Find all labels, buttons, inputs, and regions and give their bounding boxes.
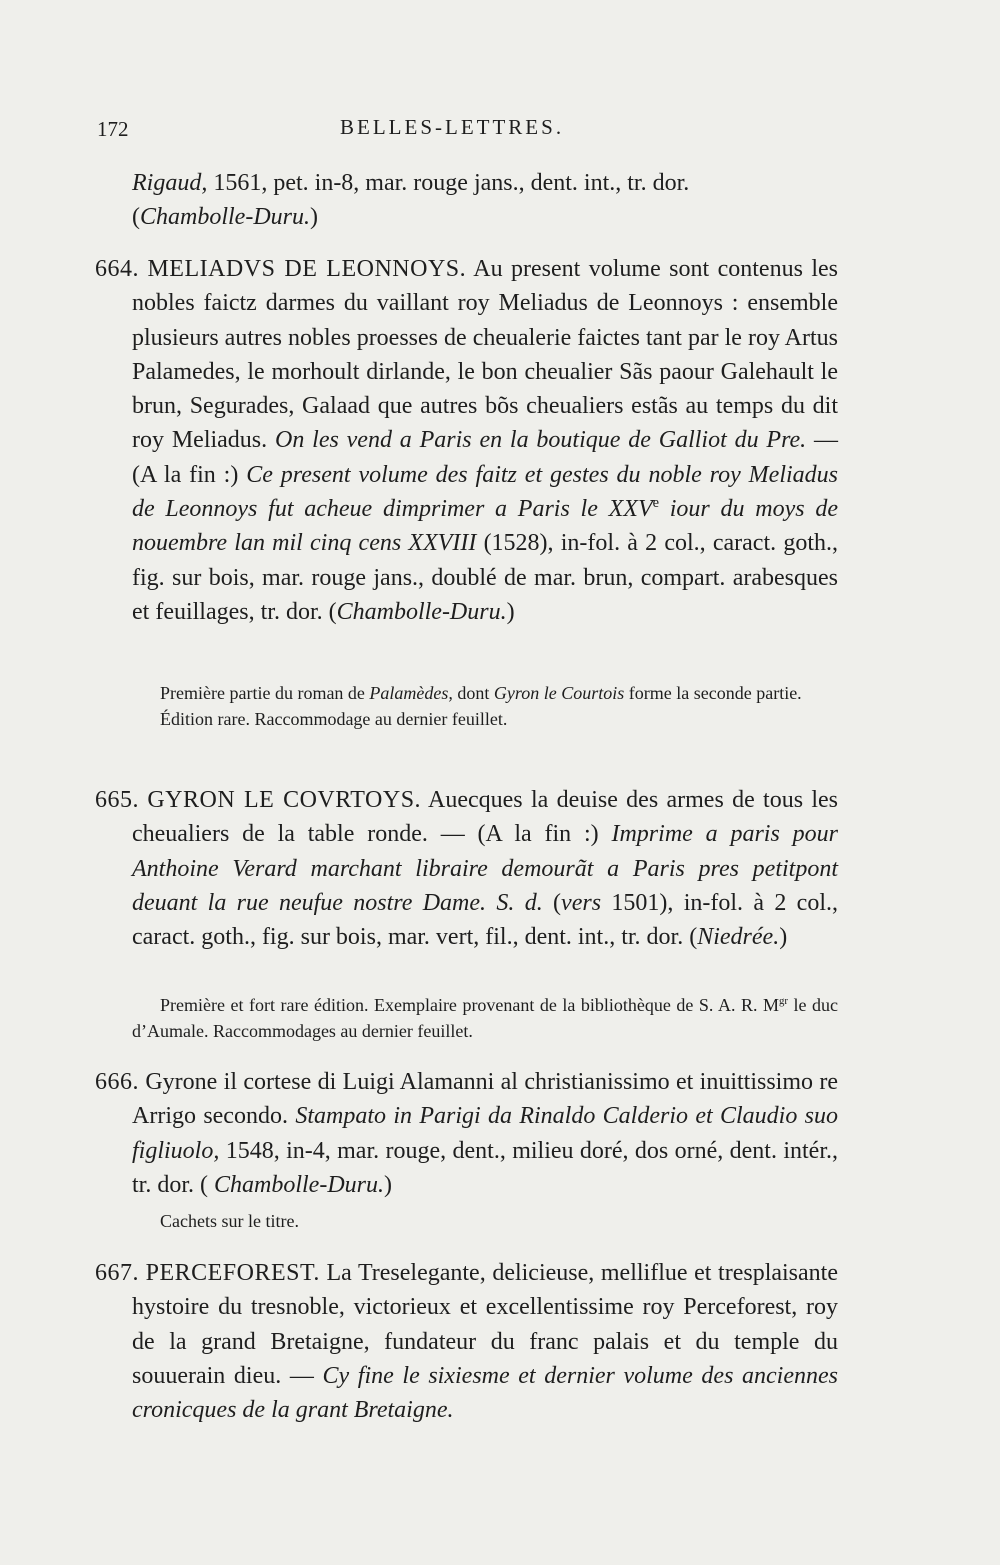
binder-name: Chambolle-Duru. <box>214 1171 384 1198</box>
entry-text: 1548, in-4, mar. rouge, dent., milieu doré, dos orné, dent. intér., tr. dor. ( <box>132 1137 838 1198</box>
superscript: e <box>652 495 659 512</box>
entry-text: Gyrone il cortese di Luigi Alamanni al christianissimo et inuittissimo re Arrigo secondo. <box>132 1069 838 1130</box>
note-text: Première et fort rare édition. Exemplaire provenant de la bibliothèque de S. A. R. M <box>160 995 779 1015</box>
entry-italic: iour du moys de nouembre lan mil cinq cens XXVIII <box>132 496 838 557</box>
entry-666 <box>95 1065 838 1202</box>
entry-663-continuation <box>132 166 838 235</box>
note-text: Édition rare. Raccommodage au dernier feuillet. <box>160 709 508 729</box>
entry-heading: MELIADVS DE LEONNOYS. <box>147 256 467 282</box>
continuation-text: 1561, pet. in-8, mar. rouge jans., dent. int., tr. dor. <box>207 170 690 196</box>
entry-text: ) <box>506 598 515 625</box>
printer-name: Rigaud, <box>132 170 208 196</box>
entry-664 <box>95 252 839 629</box>
entry-heading: PERCEFOREST. <box>145 1260 320 1286</box>
entry-text: Au present volume sont contenus les nobles faictz darmes du vaillant roy Meliadus de Leonnoys : ensemble plusieurs autres nobles proesses de cheualerie faictes tant par le roy Artus Palamedes, le morhoult dirlande, le bon cheualier Sãs paour Galehault le brun, Segurades, Galaad que autres bõs cheualiers estãs au temps du dit roy Meliadus. <box>132 256 839 454</box>
entry-number: 664. <box>95 256 139 282</box>
note-italic: Palamèdes, <box>369 683 453 703</box>
note-text: le duc d’Aumale. Raccommodages au dernier feuillet. <box>132 995 838 1041</box>
entry-text: Auecques la deuise des armes de tous les cheualiers de la table ronde. — (A la fin :) <box>132 787 838 848</box>
note-text: Première partie du roman de <box>160 683 370 703</box>
note-text: dont <box>452 683 494 703</box>
page-number: 172 <box>97 117 129 141</box>
binder-name: Chambolle-Duru. <box>336 598 507 625</box>
entry-number: 665. <box>95 787 139 813</box>
note-text: forme la seconde partie. <box>624 683 802 703</box>
entry-number: 667. <box>95 1260 139 1286</box>
entry-number: 666. <box>95 1069 139 1095</box>
entry-text: — (A la fin :) <box>132 427 839 488</box>
binder-name: Chambolle-Duru. <box>140 204 310 231</box>
entry-664-note <box>132 680 838 732</box>
entry-italic: On les vend a Paris en la boutique de Galliot du Pre. <box>274 427 807 454</box>
note-text: Cachets sur le titre. <box>160 1211 299 1231</box>
binder-name: Niedrée. <box>697 924 780 951</box>
entry-text: 1501), in-fol. à 2 col., caract. goth., fig. sur bois, mar. vert, fil., dent. int., tr. dor. ( <box>132 889 838 951</box>
entry-text: ( <box>542 889 562 916</box>
entry-text: ) <box>384 1171 392 1198</box>
entry-heading: GYRON LE COVRTOYS. <box>147 787 422 813</box>
note-italic: Gyron le Courtois <box>493 683 625 703</box>
paren-close: ) <box>310 204 318 231</box>
entry-italic: Stampato in Parigi da Rinaldo Calderio et Claudio suo figliuolo, <box>132 1103 838 1164</box>
superscript: gr <box>778 995 788 1007</box>
entry-text: (1528), in-fol. à 2 col., caract. goth., fig. sur bois, mar. rouge jans., doublé de mar. brun, compart. arabesques et feuillages, tr. dor. ( <box>132 530 838 625</box>
entry-665 <box>95 783 838 954</box>
entry-666-note <box>132 1208 838 1234</box>
entry-667 <box>95 1256 838 1427</box>
entry-italic: Cy fine le sixiesme et dernier volume des anciennes cronicques de la grant Bretaigne. <box>132 1362 838 1424</box>
entry-text: La Treselegante, delicieuse, melliflue et tresplaisante hystoire du tresnoble, victorieux et excellentissime roy Perceforest, roy de la grand Bretaigne, fundateur du franc palais et du temple du souuerain dieu. — <box>132 1260 838 1389</box>
entry-italic: Imprime a paris pour Anthoine Verard marchant libraire demourãt a Paris pres petitpont deuant la rue neufue nostre Dame. S. d. <box>132 821 838 916</box>
entry-italic: vers <box>561 889 602 916</box>
entry-665-note <box>132 992 838 1044</box>
running-title: BELLES-LETTRES. <box>340 115 565 139</box>
entry-italic: Ce present volume des faitz et gestes du noble roy Meliadus de Leonnoys fut acheue dimprimer a Paris le XXV <box>132 461 838 523</box>
paren-open: ( <box>132 204 140 231</box>
entry-text: ) <box>779 924 788 951</box>
